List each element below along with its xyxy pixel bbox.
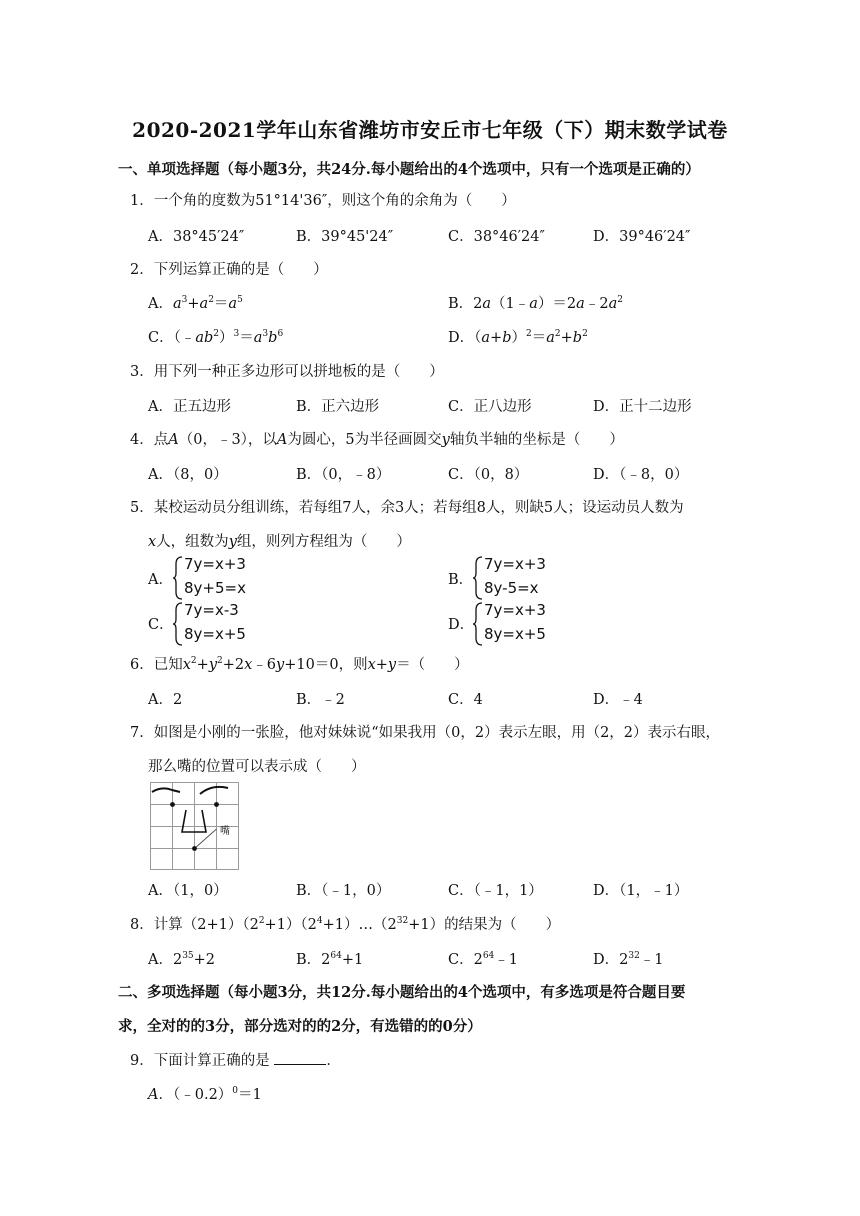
question-2-option-d: D．$(a+b)^2=a^2+b^2$ <box>448 329 588 346</box>
equation-2: 8y-5=x <box>484 579 539 597</box>
question-9-option-a: A．（﹣0.2）$^0$＝1 <box>148 1086 262 1103</box>
question-2-option-a: A．$a^3+a^2=a^5$ <box>148 295 243 312</box>
question-7-option-c: C．（﹣1，1） <box>448 883 543 899</box>
question-3-option-c: C．正八边形 <box>448 399 532 415</box>
question-8-option-c: C．$2^{64}﹣1$ <box>448 951 519 968</box>
mouth-label: 嘴 <box>220 826 230 837</box>
question-7-option-d: D．（1，﹣1） <box>593 883 689 899</box>
question-1-option-c: C．38°46′24″ <box>448 229 545 245</box>
question-9-stem: 9．下面计算正确的是 ． <box>130 1053 341 1069</box>
equation-1: 7y=x+3 <box>484 601 546 619</box>
question-3-option-b: B．正六边形 <box>296 399 380 415</box>
question-1-option-a: A．38°45′24″ <box>148 229 245 245</box>
brace-icon <box>172 601 184 647</box>
brace-icon <box>472 601 484 647</box>
page-title: 2020-2021学年山东省潍坊市安丘市七年级（下）期末数学试卷 <box>132 118 728 142</box>
right-eye-point <box>214 802 219 807</box>
question-6-option-b: B．﹣2 <box>296 692 345 708</box>
section-2-heading-line2: 求，全对的的3分，部分选对的的2分，有选错的的0分） <box>118 1018 482 1035</box>
mouth-point <box>192 846 197 851</box>
equation-2: 8y=x+5 <box>184 625 246 643</box>
question-4-option-d: D．（﹣8，0） <box>593 467 689 483</box>
question-6-option-a: A．2 <box>148 692 183 708</box>
equation-1: 7y=x+3 <box>184 555 246 573</box>
question-2-option-b: B．$2a(1﹣a)=2a﹣2a^2$ <box>448 295 623 312</box>
question-5-option-c-label: C． <box>148 617 174 633</box>
equation-2: 8y+5=x <box>184 579 246 597</box>
equation-1: 7y=x+3 <box>484 555 546 573</box>
question-2-stem: 2．下列运算正确的是（ ） <box>130 262 328 278</box>
question-6-option-c: C．4 <box>448 692 483 708</box>
brace-icon <box>472 555 484 601</box>
section-1-heading: 一、单项选择题（每小题3分，共24分.每小题给出的4个选项中，只有一个选项是正确的） <box>118 161 700 178</box>
question-5-stem-line1: 5．某校运动员分组训练，若每组7人，余3人；若每组8人，则缺5人；设运动员人数为 <box>130 500 684 516</box>
question-3-option-d: D．正十二边形 <box>593 399 692 415</box>
question-5-option-b-label: B． <box>448 572 474 588</box>
question-7-option-b: B．（﹣1，0） <box>296 883 391 899</box>
question-7-stem-line2: 那么嘴的位置可以表示成（ ） <box>148 759 366 775</box>
equation-2: 8y=x+5 <box>484 625 546 643</box>
question-7-option-a: A．（1，0） <box>148 883 228 899</box>
question-3-stem: 3．用下列一种正多边形可以拼地板的是（ ） <box>130 364 444 380</box>
left-eye-point <box>170 802 175 807</box>
face-grid-figure <box>150 782 240 872</box>
question-5-option-a-label: A． <box>148 572 173 588</box>
question-1-stem: 1．一个角的度数为51°14'36″，则这个角的余角为（ ） <box>130 193 516 209</box>
question-8-option-a: A．$2^{35}+2$ <box>148 951 216 968</box>
question-6-stem: 6．已知$x^2+y^2+2x﹣6y+10=0$，则x+y＝（ ） <box>130 656 469 673</box>
question-4-option-b: B．（0，﹣8） <box>296 467 391 483</box>
question-7-stem-line1: 7．如图是小刚的一张脸，他对妹妹说“如果我用（0，2）表示左眼，用（2，2）表示右眼， <box>130 725 721 741</box>
brace-icon <box>172 555 184 601</box>
question-3-option-a: A．正五边形 <box>148 399 231 415</box>
question-1-option-d: D．39°46′24″ <box>593 229 691 245</box>
question-4-option-a: A．（8，0） <box>148 467 228 483</box>
equation-1: 7y=x-3 <box>184 601 239 619</box>
question-5-stem-line2: x人，组数为y组，则列方程组为（ ） <box>148 534 411 550</box>
question-8-option-b: B．$2^{64}+1$ <box>296 951 364 968</box>
left-eyebrow-icon <box>152 788 180 792</box>
right-eyebrow-icon <box>200 787 228 794</box>
question-8-stem: 8．计算$(2+1)(2^2+1)(2^4+1)\dots(2^{32}+1)$的结果为（ ） <box>130 916 561 933</box>
question-4-option-c: C．（0，8） <box>448 467 529 483</box>
question-1-option-b: B．39°45'24″ <box>296 229 394 245</box>
answer-blank[interactable] <box>274 1052 326 1065</box>
question-8-option-d: D．$2^{32}﹣1$ <box>593 951 664 968</box>
question-4-stem: 4．点A（0，﹣3），以A为圆心，5为半径画圆交y轴负半轴的坐标是（ ） <box>130 432 624 448</box>
question-6-option-d: D．﹣4 <box>593 692 643 708</box>
question-5-option-d-label: D． <box>448 617 475 633</box>
section-2-heading-line1: 二、多项选择题（每小题3分，共12分.每小题给出的4个选项中，有多选项是符合题目要 <box>118 984 686 1001</box>
question-2-option-c: C．$(﹣ab^2)^3=a^3b^6$ <box>148 329 284 346</box>
